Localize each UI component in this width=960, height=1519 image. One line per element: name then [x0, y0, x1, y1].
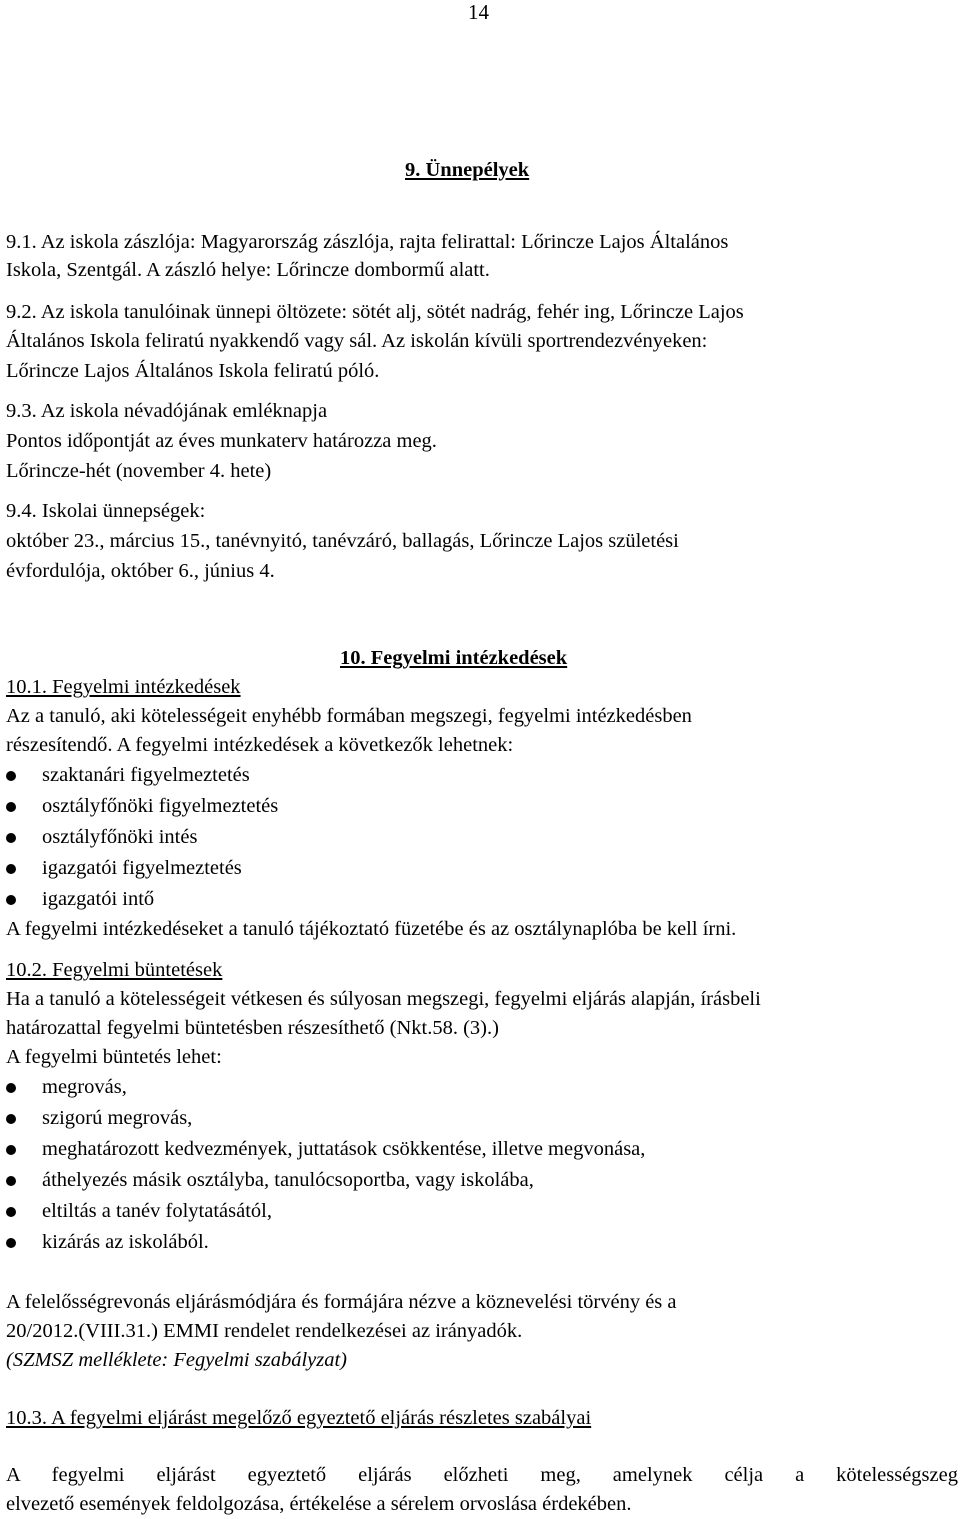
list-item: osztályfőnöki intés — [42, 826, 198, 848]
section-9-title: 9. Ünnepélyek — [405, 159, 530, 181]
para-10-3-line-1: A fegyelmi eljárást egyeztető eljárás előzheti meg, amelynek célja a kötelességszeg — [6, 1464, 958, 1486]
bullet-icon — [6, 833, 16, 843]
para-9-3-line-2: Pontos időpontját az éves munkaterv határozza meg. — [6, 430, 437, 452]
para-10-2-outro-line-1: A felelősségrevonás eljárásmódjára és formájára nézve a köznevelési törvény és a — [6, 1291, 677, 1313]
page-number: 14 — [468, 0, 489, 24]
list-item: igazgatói intő — [42, 888, 155, 910]
bullet-icon — [6, 1083, 16, 1093]
para-10-2-outro-line-2: 20/2012.(VIII.31.) EMMI rendelet rendelkezései az irányadók. — [6, 1320, 523, 1342]
para-9-4-line-3: évfordulója, október 6., június 4. — [6, 560, 275, 582]
para-9-4-line-1: 9.4. Iskolai ünnepségek: — [6, 500, 206, 522]
para-10-2-intro-line-2: határozattal fegyelmi büntetésben részesíthető (Nkt.58. (3).) — [6, 1017, 499, 1039]
para-9-3-line-3: Lőrincze-hét (november 4. hete) — [6, 460, 272, 482]
para-9-2-line-1: 9.2. Az iskola tanulóinak ünnepi öltözete: sötét alj, sötét nadrág, fehér ing, Lőrincze Lajos — [6, 301, 744, 323]
bullet-icon — [6, 802, 16, 812]
bullet-icon — [6, 1176, 16, 1186]
para-9-1-line-2: Iskola, Szentgál. A zászló helye: Lőrincze dombormű alatt. — [6, 259, 490, 281]
para-10-1-intro-line-2: részesítendő. A fegyelmi intézkedések a következők lehetnek: — [6, 734, 514, 756]
para-9-4-line-2: október 23., március 15., tanévnyitó, tanévzáró, ballagás, Lőrincze Lajos születési — [6, 530, 679, 552]
list-item: meghatározott kedvezmények, juttatások csökkentése, illetve megvonása, — [42, 1138, 646, 1160]
bullet-icon — [6, 1207, 16, 1217]
para-9-2-line-2: Általános Iskola feliratú nyakkendő vagy sál. Az iskolán kívüli sportrendezvényeken: — [6, 330, 708, 352]
bullet-icon — [6, 1238, 16, 1248]
para-9-3-line-1: 9.3. Az iskola névadójának emléknapja — [6, 400, 328, 422]
para-10-2-note: (SZMSZ melléklete: Fegyelmi szabályzat) — [6, 1349, 348, 1371]
para-10-1-outro: A fegyelmi intézkedéseket a tanuló tájékoztató füzetébe és az osztálynaplóba be kell írni. — [6, 918, 737, 940]
para-10-3-line-2: elvezető események feldolgozása, értékelése a sérelem orvoslása érdekében. — [6, 1493, 632, 1515]
subsection-10-1-heading: 10.1. Fegyelmi intézkedések — [6, 676, 241, 698]
list-item: szaktanári figyelmeztetés — [42, 764, 250, 786]
list-item: osztályfőnöki figyelmeztetés — [42, 795, 279, 817]
para-9-2-line-3: Lőrincze Lajos Általános Iskola feliratú póló. — [6, 360, 380, 382]
list-item: áthelyezés másik osztályba, tanulócsoportba, vagy iskolába, — [42, 1169, 534, 1191]
para-10-2-intro-line-1: Ha a tanuló a kötelességeit vétkesen és súlyosan megszegi, fegyelmi eljárás alapján, írásbeli — [6, 988, 761, 1010]
list-item: eltiltás a tanév folytatásától, — [42, 1200, 272, 1222]
subsection-10-3-heading: 10.3. A fegyelmi eljárást megelőző egyeztető eljárás részletes szabályai — [6, 1407, 592, 1429]
list-item: megrovás, — [42, 1076, 127, 1098]
list-item: szigorú megrovás, — [42, 1107, 193, 1129]
bullet-icon — [6, 1145, 16, 1155]
para-9-1-line-1: 9.1. Az iskola zászlója: Magyarország zászlója, rajta felirattal: Lőrincze Lajos Általános — [6, 231, 729, 253]
subsection-10-2-heading: 10.2. Fegyelmi büntetések — [6, 959, 223, 981]
list-item: igazgatói figyelmeztetés — [42, 857, 242, 879]
bullet-icon — [6, 895, 16, 905]
para-10-2-intro-line-3: A fegyelmi büntetés lehet: — [6, 1046, 222, 1068]
list-item: kizárás az iskolából. — [42, 1231, 209, 1253]
bullet-icon — [6, 771, 16, 781]
section-10-title: 10. Fegyelmi intézkedések — [340, 647, 568, 669]
para-10-1-intro-line-1: Az a tanuló, aki kötelességeit enyhébb formában megszegi, fegyelmi intézkedésben — [6, 705, 692, 727]
bullet-icon — [6, 864, 16, 874]
bullet-icon — [6, 1114, 16, 1124]
